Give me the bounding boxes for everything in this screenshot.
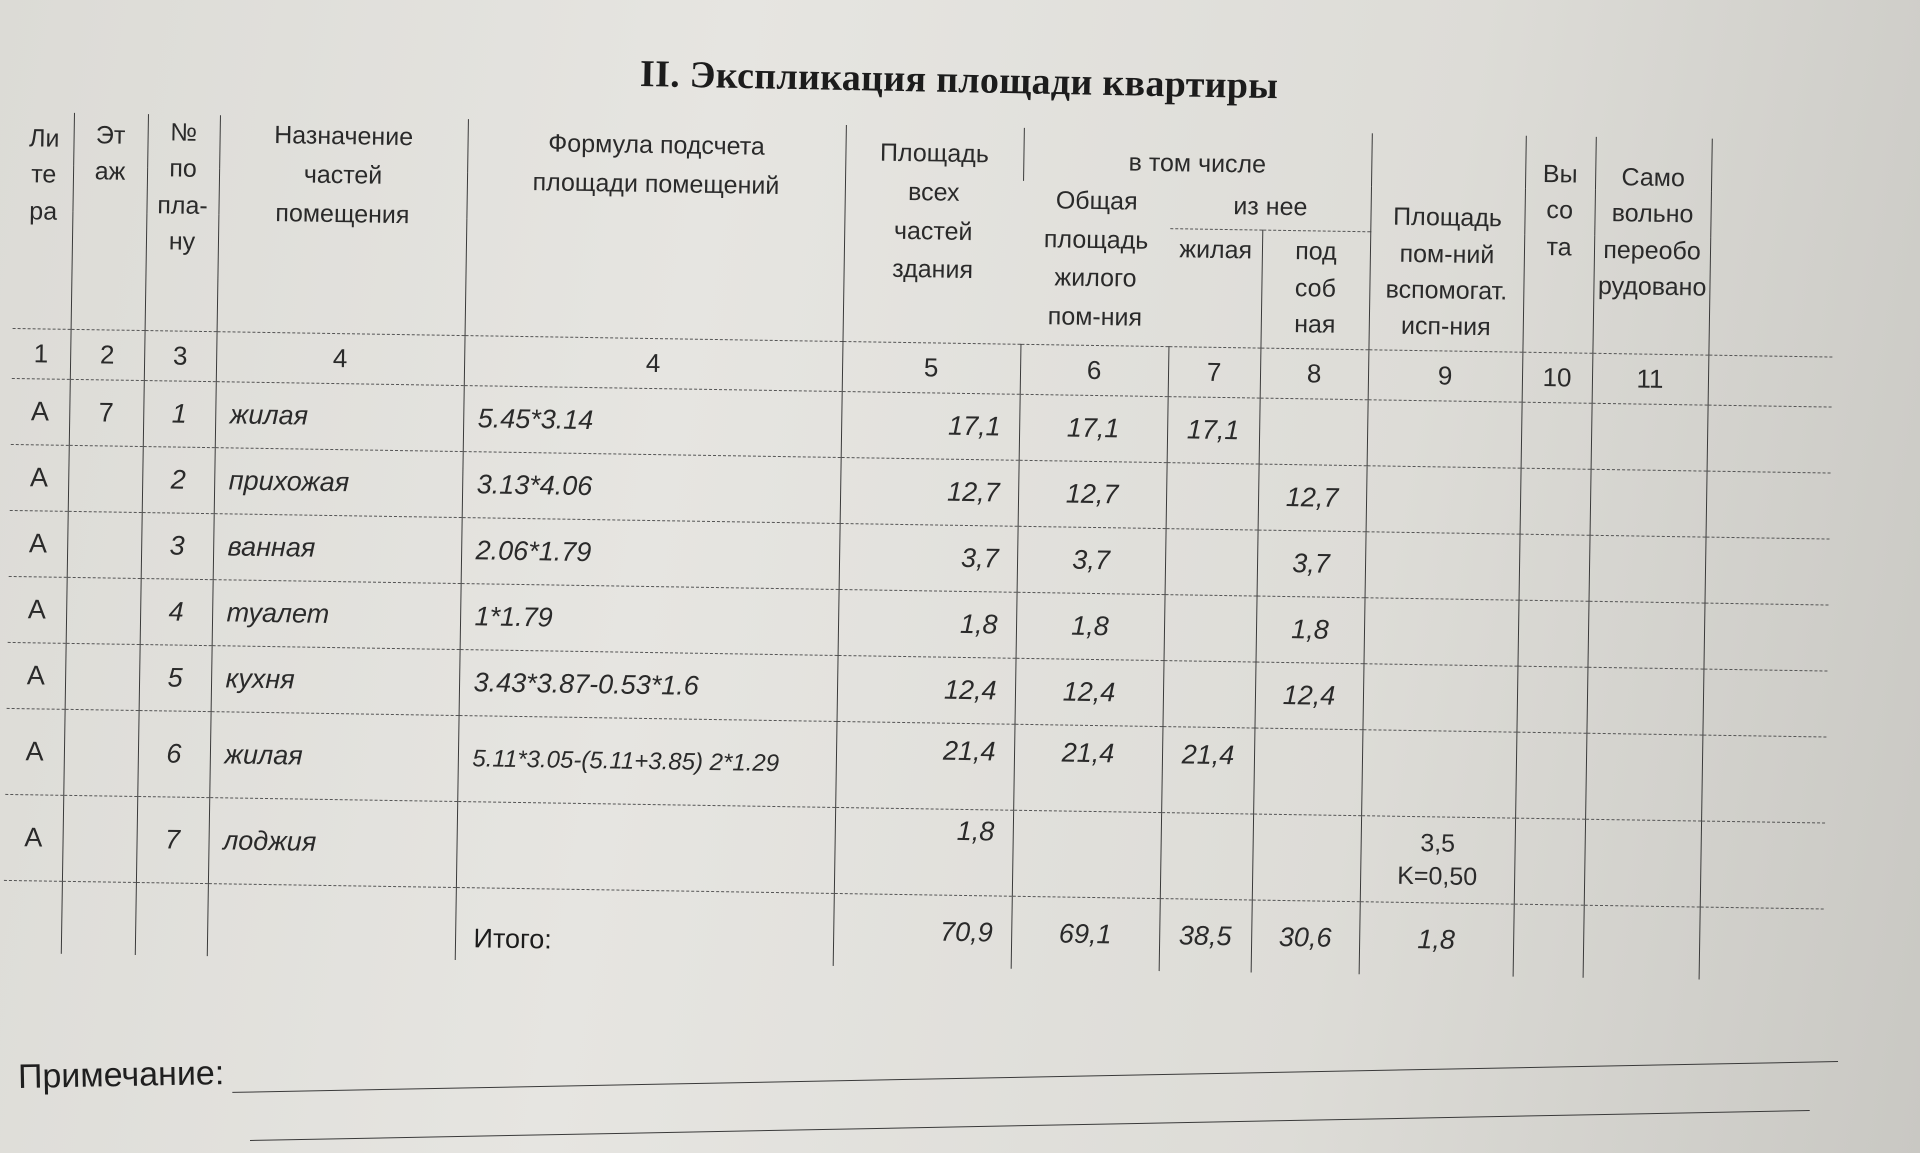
colnum: 9 <box>1368 350 1523 402</box>
cell-podsobnaya <box>1253 728 1362 816</box>
cell-vspomog <box>1361 730 1516 818</box>
cell-samovolno <box>1585 733 1702 821</box>
cell-samovolno <box>1591 404 1708 472</box>
header-formula: Формула подсчета площади помещений <box>465 119 846 342</box>
colnum: 6 <box>1020 345 1169 397</box>
cell-obshaya: 12,7 <box>1018 461 1167 529</box>
colnum: 5 <box>842 342 1021 395</box>
cell-etazh <box>65 644 140 711</box>
cell-blank <box>1513 904 1584 977</box>
cell-podsobnaya <box>1252 814 1361 902</box>
header-litera: Ли те ра <box>28 124 60 226</box>
total-ploshad: 70,9 <box>833 894 1012 969</box>
cell-vspomog: 3,5 K=0,50 <box>1360 816 1515 904</box>
cell-nomer: 3 <box>141 513 214 580</box>
header-vysota: Вы со та <box>1522 136 1595 354</box>
cell-litera: А <box>11 379 70 446</box>
header-ploshad-vseh: Площадь всех частей здания <box>842 125 1023 345</box>
colnum: 3 <box>144 331 217 382</box>
cell-vspomog <box>1362 664 1517 732</box>
cell-blank <box>1583 905 1700 979</box>
cell-litera: А <box>4 795 63 882</box>
cell-zhilaya: 21,4 <box>1161 727 1254 814</box>
cell-podsobnaya <box>1259 398 1368 466</box>
cell-obshaya: 12,4 <box>1015 659 1164 727</box>
header-v-tom-chisle: в том числе <box>1023 128 1372 186</box>
cell-ploshad: 21,4 <box>835 722 1014 811</box>
cell-litera: А <box>5 709 64 796</box>
header-etazh: Эт аж <box>71 113 148 331</box>
header-vspomogat: Площадь пом-ний вспомогат. исп-ния <box>1368 133 1525 352</box>
cell-blank <box>61 882 136 955</box>
colnum: 4 <box>464 336 843 392</box>
cell-ploshad: 17,1 <box>841 392 1020 461</box>
cell-obshaya <box>1012 810 1161 898</box>
note-underline <box>232 1031 1838 1093</box>
colnum: 8 <box>1260 348 1369 400</box>
colnum: 7 <box>1168 347 1261 398</box>
note-label: Примечание: <box>17 1054 225 1096</box>
cell-vysota <box>1515 732 1586 819</box>
cell-nomer: 6 <box>137 711 210 798</box>
cell-zhilaya <box>1160 813 1253 900</box>
header-extra-blank <box>1708 139 1835 358</box>
cell-naznachenie: туалет <box>212 580 461 650</box>
cell-formula: 2.06*1.79 <box>461 518 840 590</box>
colnum: 4 <box>216 332 465 386</box>
cell-blank <box>1702 669 1827 737</box>
cell-etazh <box>67 512 142 579</box>
cell-zhilaya: 17,1 <box>1167 397 1260 464</box>
cell-vysota <box>1516 666 1587 733</box>
cell-zhilaya <box>1166 463 1259 530</box>
cell-ploshad: 1,8 <box>838 590 1017 659</box>
colnum: 2 <box>70 330 145 381</box>
cell-naznachenie: ванная <box>213 514 462 584</box>
cell-zhilaya <box>1164 595 1257 662</box>
cell-blank <box>1701 735 1826 823</box>
cell-blank <box>1700 821 1825 909</box>
cell-litera: А <box>9 511 68 578</box>
cell-vspomog <box>1364 598 1519 666</box>
cell-nomer: 2 <box>142 447 215 514</box>
cell-blank <box>3 881 62 954</box>
cell-samovolno <box>1584 819 1701 907</box>
colnum: 1 <box>12 329 71 380</box>
cell-blank <box>1699 907 1824 981</box>
cell-podsobnaya: 12,4 <box>1254 662 1363 730</box>
page-title: II. Экспликация площади квартиры <box>639 53 1279 108</box>
cell-samovolno <box>1589 536 1706 604</box>
cell-nomer: 4 <box>140 579 213 646</box>
cell-blank <box>1703 603 1828 671</box>
cell-litera: А <box>7 643 66 710</box>
cell-etazh <box>66 578 141 645</box>
note-underline-second <box>250 1110 1810 1141</box>
total-obshaya: 69,1 <box>1011 896 1160 970</box>
header-podsobnaya: под соб ная <box>1260 230 1370 350</box>
cell-zhilaya <box>1165 529 1258 596</box>
total-vspomog: 1,8 <box>1359 902 1514 976</box>
header-nomer: № по пла- ну <box>145 114 220 332</box>
cell-nomer: 1 <box>143 381 216 448</box>
total-zhilaya: 38,5 <box>1159 899 1252 972</box>
cell-obshaya: 1,8 <box>1016 593 1165 661</box>
cell-formula: 1*1.79 <box>460 584 839 656</box>
header-samovolno: Само вольно переобо рудовано <box>1592 137 1711 356</box>
cell-vysota <box>1519 534 1590 601</box>
cell-samovolno <box>1587 602 1704 670</box>
cell-litera: А <box>8 577 67 644</box>
cell-ploshad: 12,4 <box>837 656 1016 725</box>
cell-formula: 5.45*3.14 <box>463 386 842 458</box>
colnum-blank <box>1708 355 1833 407</box>
cell-blank <box>1705 537 1830 605</box>
cell-samovolno <box>1590 470 1707 538</box>
cell-nomer: 7 <box>136 797 209 884</box>
cell-ploshad: 3,7 <box>839 524 1018 593</box>
cell-formula: 3.43*3.87-0.53*1.6 <box>459 650 838 722</box>
colnum: 10 <box>1522 352 1593 403</box>
cell-naznachenie: лоджия <box>208 798 457 888</box>
cell-ploshad: 1,8 <box>834 808 1013 897</box>
cell-etazh: 7 <box>69 380 144 447</box>
explication-table <box>3 112 1836 981</box>
cell-vysota <box>1520 468 1591 535</box>
cell-vysota <box>1514 818 1585 905</box>
cell-naznachenie: жилая <box>209 712 458 802</box>
cell-vspomog <box>1365 532 1520 600</box>
header-iz-nee: из нее <box>1233 192 1308 222</box>
cell-litera: А <box>10 445 69 512</box>
cell-etazh <box>62 796 137 883</box>
cell-obshaya: 3,7 <box>1017 527 1166 595</box>
cell-etazh <box>68 446 143 513</box>
explication-sheet <box>2 112 1846 1061</box>
cell-formula <box>456 802 835 894</box>
cell-naznachenie: прихожая <box>214 448 463 518</box>
header-zhilaya: жилая <box>1168 229 1262 348</box>
cell-blank <box>1706 471 1831 539</box>
cell-vspomog <box>1366 466 1521 534</box>
cell-naznachenie: жилая <box>215 382 464 452</box>
cell-nomer: 5 <box>139 645 212 712</box>
colnum: 11 <box>1592 354 1709 406</box>
cell-vysota <box>1521 402 1592 469</box>
header-obshaya: Общая площадь жилого пом-ния <box>1043 186 1149 332</box>
header-naznachenie: Назначение частей помещения <box>217 115 468 336</box>
cell-zhilaya <box>1162 661 1255 728</box>
cell-obshaya: 21,4 <box>1013 725 1162 813</box>
cell-podsobnaya: 12,7 <box>1258 464 1367 532</box>
cell-podsobnaya: 3,7 <box>1257 530 1366 598</box>
cell-blank <box>135 883 208 956</box>
cell-ploshad: 12,7 <box>840 458 1019 527</box>
cell-etazh <box>63 710 138 797</box>
cell-samovolno <box>1586 668 1703 736</box>
cell-naznachenie: кухня <box>211 646 460 716</box>
cell-obshaya: 17,1 <box>1019 395 1168 463</box>
total-podsobnaya: 30,6 <box>1251 900 1360 974</box>
cell-podsobnaya: 1,8 <box>1256 596 1365 664</box>
cell-vysota <box>1518 600 1589 667</box>
cell-formula: 3.13*4.06 <box>462 452 841 524</box>
cell-blank <box>207 884 456 960</box>
total-label: Итого: <box>455 888 834 966</box>
cell-blank <box>1707 405 1832 473</box>
cell-formula: 5.11*3.05-(5.11+3.85) 2*1.29 <box>457 716 836 808</box>
cell-vspomog <box>1367 400 1522 468</box>
